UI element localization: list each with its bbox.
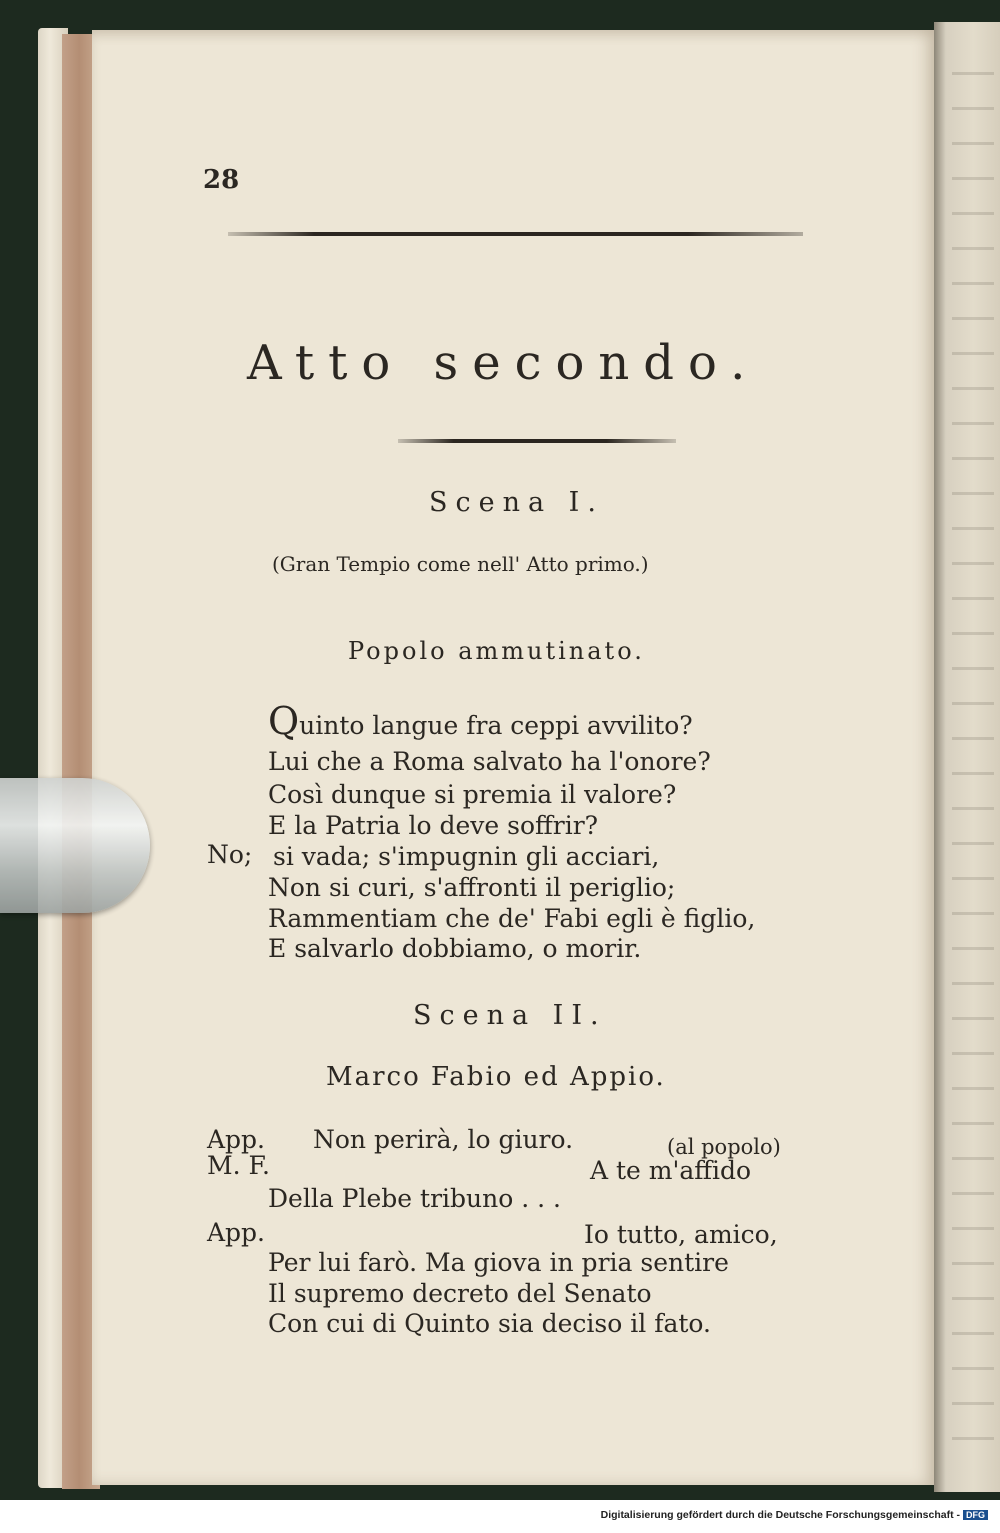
scene-1-stage-direction: (Gran Tempio come nell' Atto primo.) [272, 552, 649, 576]
facing-page-text-ghost [952, 40, 1000, 1480]
dialogue-line: Io tutto, amico, [584, 1220, 778, 1249]
verse-line: E la Patria lo deve soffrir? [268, 811, 599, 840]
funding-credit: Digitalisierung gefördert durch die Deutsche Forschungsgemeinschaft - DFG [601, 1509, 988, 1521]
verse-line: Non si curi, s'affronti il periglio; [268, 873, 676, 902]
scene-1-title: Scena I. [429, 487, 604, 518]
page-number: 28 [203, 165, 240, 195]
dfg-logo: DFG [963, 1510, 988, 1520]
title-rule [398, 439, 676, 443]
scene-2-characters: Marco Fabio ed Appio. [326, 1062, 666, 1092]
act-title: Atto secondo. [247, 335, 760, 391]
dialogue-line: Della Plebe tribuno . . . [268, 1184, 561, 1213]
top-rule [228, 232, 803, 236]
speaker-label: App. [207, 1125, 266, 1154]
page-clip [0, 778, 150, 913]
stage-direction: (al popolo) [667, 1135, 781, 1159]
verse-line: E salvarlo dobbiamo, o morir. [268, 934, 642, 963]
verse-line: si vada; s'impugnin gli acciari, [273, 842, 660, 871]
verse-line: Lui che a Roma salvato ha l'onore? [268, 747, 711, 776]
verse-line: Così dunque si premia il valore? [268, 780, 677, 809]
dialogue-line: Non perirà, lo giuro. [313, 1125, 574, 1154]
speaker-label: M. F. [207, 1151, 270, 1180]
verse-lead-word: No; [207, 840, 253, 869]
speaker-label: App. [207, 1218, 266, 1247]
dialogue-line: Con cui di Quinto sia deciso il fato. [268, 1309, 711, 1338]
verse-line: Quinto langue fra ceppi avvilito? [268, 699, 693, 743]
drop-cap: Q [268, 699, 300, 743]
scene-2-title: Scena II. [413, 1000, 607, 1031]
dialogue-line: A te m'affido [590, 1156, 752, 1185]
dialogue-line: Per lui farò. Ma giova in pria sentire [268, 1248, 729, 1277]
scene-1-characters: Popolo ammutinato. [348, 637, 645, 665]
verse-line: Rammentiam che de' Fabi egli è figlio, [268, 904, 756, 933]
dialogue-line: Il supremo decreto del Senato [268, 1279, 652, 1308]
